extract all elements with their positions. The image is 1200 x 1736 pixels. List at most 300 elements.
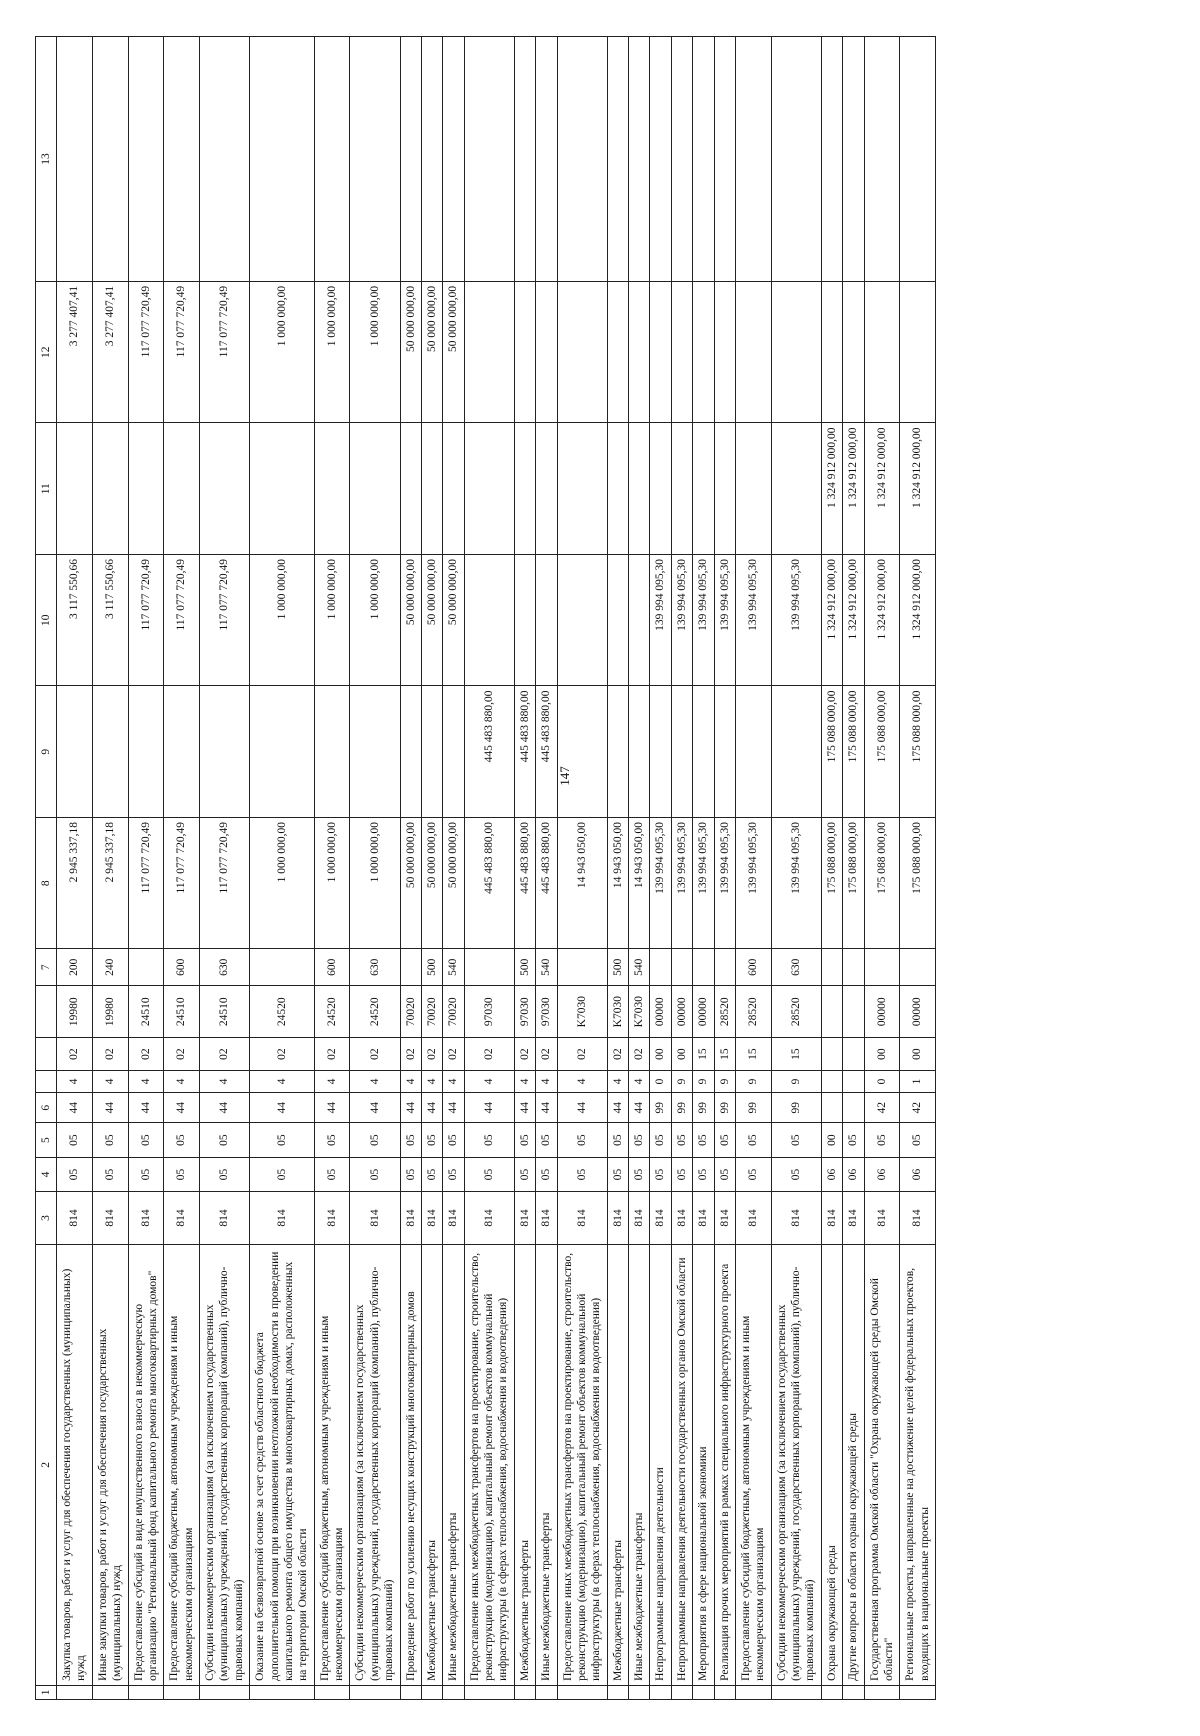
cell-c5: 05	[900, 1123, 936, 1157]
cell-p1: 44	[607, 1093, 628, 1123]
cell-c13	[314, 37, 350, 282]
column-header: 13	[36, 37, 57, 282]
cell-c9	[771, 686, 821, 818]
row-marker-cell	[607, 1685, 628, 1699]
row-marker-cell	[92, 1685, 128, 1699]
cell-c11	[164, 423, 200, 555]
table-row	[536, 37, 557, 1700]
cell-p3: 02	[536, 1038, 557, 1070]
cell-c9	[671, 686, 692, 818]
cell-c10: 139 994 095,30	[735, 554, 771, 686]
row-name-cell: Межбюджетные трансферты	[607, 1244, 628, 1685]
table-body	[57, 37, 936, 1700]
cell-c5: 00	[821, 1123, 842, 1157]
cell-c5: 05	[714, 1123, 735, 1157]
cell-c3: 814	[900, 1192, 936, 1245]
cell-c9	[314, 686, 350, 818]
cell-c3: 814	[693, 1192, 714, 1245]
cell-c5: 05	[693, 1123, 714, 1157]
cell-c7	[464, 949, 514, 985]
cell-c10: 3 117 550,66	[92, 554, 128, 686]
cell-c13	[650, 37, 671, 282]
cell-p4: 97030	[514, 985, 535, 1038]
row-name-cell: Оказание на безвозвратной основе за счет средств областного бюджета дополнительной помощи при возникновении неотложной необходимости в проведении капитального ремонта общего имущества в многоквартирных домах, расположенных на территории Омской области	[250, 1244, 315, 1685]
cell-c10: 117 077 720,49	[200, 554, 250, 686]
cell-p2: 9	[714, 1070, 735, 1092]
cell-c5: 05	[771, 1123, 821, 1157]
cell-c9	[92, 686, 128, 818]
cell-c4: 05	[714, 1157, 735, 1191]
row-name-cell: Субсидии некоммерческим организациям (за исключением государственных (муниципальных) учреждений, государственных корпораций (компаний), публично-правовых компаний)	[350, 1244, 400, 1685]
cell-c9	[421, 686, 442, 818]
cell-c12	[864, 281, 900, 423]
cell-c8: 139 994 095,30	[671, 817, 692, 949]
cell-c4: 05	[250, 1157, 315, 1191]
cell-c12	[821, 281, 842, 423]
cell-c11	[536, 423, 557, 555]
cell-c9: 445 483 880,00	[464, 686, 514, 818]
cell-p1: 44	[557, 1093, 607, 1123]
cell-c7	[714, 949, 735, 985]
row-name-cell: Предоставление субсидий в виде имущественного взноса в некоммерческую организацию "Региональный фонд капитального ремонта многоквартирных домов"	[128, 1244, 164, 1685]
cell-c11	[607, 423, 628, 555]
cell-c7	[864, 949, 900, 985]
cell-c5: 05	[671, 1123, 692, 1157]
table-row	[671, 37, 692, 1700]
cell-c7	[843, 949, 864, 985]
cell-p2: 4	[200, 1070, 250, 1092]
cell-p4: K7030	[629, 985, 650, 1038]
row-marker-cell	[536, 1685, 557, 1699]
cell-c3: 814	[314, 1192, 350, 1245]
cell-c10	[514, 554, 535, 686]
cell-c13	[536, 37, 557, 282]
row-marker-cell	[164, 1685, 200, 1699]
cell-c13	[900, 37, 936, 282]
cell-c9	[735, 686, 771, 818]
table-row	[771, 37, 821, 1700]
cell-c12: 50 000 000,00	[400, 281, 421, 423]
cell-p1: 99	[693, 1093, 714, 1123]
cell-c11	[200, 423, 250, 555]
cell-c5: 05	[843, 1123, 864, 1157]
cell-c9: 445 483 880,00	[536, 686, 557, 818]
row-marker-cell	[821, 1685, 842, 1699]
cell-c11: 1 324 912 000,00	[821, 423, 842, 555]
cell-c10: 139 994 095,30	[650, 554, 671, 686]
cell-c11: 1 324 912 000,00	[864, 423, 900, 555]
cell-c4: 05	[128, 1157, 164, 1191]
cell-p3: 02	[629, 1038, 650, 1070]
cell-c10: 50 000 000,00	[443, 554, 464, 686]
cell-c9	[443, 686, 464, 818]
cell-c10	[607, 554, 628, 686]
cell-c3: 814	[164, 1192, 200, 1245]
cell-c9	[714, 686, 735, 818]
cell-c9	[57, 686, 93, 818]
cell-p2	[821, 1070, 842, 1092]
cell-c3: 814	[443, 1192, 464, 1245]
cell-c12	[900, 281, 936, 423]
cell-p2: 9	[693, 1070, 714, 1092]
cell-p4: 70020	[421, 985, 442, 1038]
cell-c12	[557, 281, 607, 423]
cell-p1: 99	[735, 1093, 771, 1123]
row-name-cell: Иные межбюджетные трансферты	[536, 1244, 557, 1685]
cell-c13	[443, 37, 464, 282]
cell-c3: 814	[771, 1192, 821, 1245]
cell-p1: 42	[864, 1093, 900, 1123]
cell-c7: 630	[350, 949, 400, 985]
cell-c3: 814	[350, 1192, 400, 1245]
cell-c7	[693, 949, 714, 985]
cell-c9: 175 088 000,00	[843, 686, 864, 818]
cell-c8: 175 088 000,00	[900, 817, 936, 949]
cell-c5: 05	[557, 1123, 607, 1157]
row-name-cell: Предоставление субсидий бюджетным, автономным учреждениям и иным некоммерческим организациям	[314, 1244, 350, 1685]
budget-table-sheet	[35, 36, 1175, 1700]
cell-c11	[650, 423, 671, 555]
table-row	[843, 37, 864, 1700]
cell-p1: 44	[57, 1093, 93, 1123]
cell-p1: 44	[421, 1093, 442, 1123]
cell-p2: 4	[421, 1070, 442, 1092]
cell-c7: 540	[536, 949, 557, 985]
row-marker-cell	[128, 1685, 164, 1699]
cell-p3: 15	[714, 1038, 735, 1070]
cell-c4: 05	[671, 1157, 692, 1191]
cell-c13	[200, 37, 250, 282]
cell-c7	[900, 949, 936, 985]
row-name-cell: Мероприятия в сфере национальной экономики	[693, 1244, 714, 1685]
table-row	[200, 37, 250, 1700]
cell-p4: 24510	[128, 985, 164, 1038]
cell-p3: 02	[200, 1038, 250, 1070]
cell-p2: 4	[250, 1070, 315, 1092]
budget-table	[35, 36, 936, 1700]
cell-c12: 3 277 407,41	[92, 281, 128, 423]
cell-p2: 9	[735, 1070, 771, 1092]
row-name-cell: Закупка товаров, работ и услуг для обеспечения государственных (муниципальных) нужд	[57, 1244, 93, 1685]
cell-c5: 05	[164, 1123, 200, 1157]
cell-p3: 02	[350, 1038, 400, 1070]
table-row	[693, 37, 714, 1700]
cell-c13	[57, 37, 93, 282]
row-marker-cell	[514, 1685, 535, 1699]
row-marker-cell	[650, 1685, 671, 1699]
cell-c8: 445 483 880,00	[464, 817, 514, 949]
cell-c3: 814	[821, 1192, 842, 1245]
cell-p4: K7030	[607, 985, 628, 1038]
cell-p2: 4	[629, 1070, 650, 1092]
cell-c11	[400, 423, 421, 555]
cell-p1: 44	[314, 1093, 350, 1123]
cell-c8: 14 943 050,00	[557, 817, 607, 949]
cell-c12: 1 000 000,00	[350, 281, 400, 423]
row-marker-cell	[557, 1685, 607, 1699]
cell-c9: 445 483 880,00	[514, 686, 535, 818]
cell-c10: 139 994 095,30	[714, 554, 735, 686]
cell-c8: 1 000 000,00	[314, 817, 350, 949]
cell-c13	[400, 37, 421, 282]
cell-c10: 139 994 095,30	[693, 554, 714, 686]
cell-c3: 814	[200, 1192, 250, 1245]
cell-c12	[514, 281, 535, 423]
cell-c3: 814	[843, 1192, 864, 1245]
cell-c9	[250, 686, 315, 818]
cell-p2: 1	[900, 1070, 936, 1092]
cell-c9	[400, 686, 421, 818]
cell-c5: 05	[629, 1123, 650, 1157]
cell-p3: 00	[650, 1038, 671, 1070]
cell-p4: 00000	[864, 985, 900, 1038]
cell-p2: 4	[400, 1070, 421, 1092]
cell-p2: 9	[671, 1070, 692, 1092]
cell-c4: 05	[650, 1157, 671, 1191]
table-row	[557, 37, 607, 1700]
cell-c9	[200, 686, 250, 818]
cell-c3: 814	[57, 1192, 93, 1245]
cell-c3: 814	[536, 1192, 557, 1245]
cell-p4: K7030	[557, 985, 607, 1038]
cell-c7: 500	[421, 949, 442, 985]
cell-c12	[771, 281, 821, 423]
cell-c8: 50 000 000,00	[400, 817, 421, 949]
cell-c5: 05	[400, 1123, 421, 1157]
cell-c12: 1 000 000,00	[250, 281, 315, 423]
cell-c10: 1 000 000,00	[250, 554, 315, 686]
cell-c3: 814	[650, 1192, 671, 1245]
row-name-cell: Региональные проекты, направленные на достижение целей федеральных проектов, входящих в национальные проекты	[900, 1244, 936, 1685]
row-name-cell: Государственная программа Омской области "Охрана окружающей среды Омской области"	[864, 1244, 900, 1685]
row-marker-cell	[693, 1685, 714, 1699]
cell-c13	[693, 37, 714, 282]
column-header: 3	[36, 1192, 57, 1245]
cell-c3: 814	[671, 1192, 692, 1245]
cell-p4	[821, 985, 842, 1038]
row-marker-cell	[735, 1685, 771, 1699]
cell-c3: 814	[92, 1192, 128, 1245]
cell-c8: 139 994 095,30	[693, 817, 714, 949]
row-marker-cell	[843, 1685, 864, 1699]
cell-c9: 175 088 000,00	[821, 686, 842, 818]
cell-p3: 15	[693, 1038, 714, 1070]
cell-c12	[629, 281, 650, 423]
column-header	[36, 1038, 57, 1070]
row-marker-cell	[443, 1685, 464, 1699]
row-marker-cell	[629, 1685, 650, 1699]
cell-c13	[821, 37, 842, 282]
cell-c5: 05	[250, 1123, 315, 1157]
cell-c3: 814	[864, 1192, 900, 1245]
cell-c5: 05	[421, 1123, 442, 1157]
row-name-cell: Проведение работ по усилению несущих конструкций многоквартирных домов	[400, 1244, 421, 1685]
cell-p4: 19980	[92, 985, 128, 1038]
cell-p3: 15	[735, 1038, 771, 1070]
cell-p4: 00000	[671, 985, 692, 1038]
cell-c13	[607, 37, 628, 282]
cell-c4: 05	[464, 1157, 514, 1191]
cell-p3: 02	[421, 1038, 442, 1070]
cell-c5: 05	[443, 1123, 464, 1157]
cell-p2: 4	[128, 1070, 164, 1092]
cell-c12: 117 077 720,49	[200, 281, 250, 423]
cell-c8: 117 077 720,49	[128, 817, 164, 949]
cell-p1: 44	[164, 1093, 200, 1123]
cell-p3: 02	[557, 1038, 607, 1070]
cell-c7: 630	[200, 949, 250, 985]
cell-p4: 24510	[200, 985, 250, 1038]
cell-c10: 139 994 095,30	[671, 554, 692, 686]
cell-c8: 175 088 000,00	[821, 817, 842, 949]
cell-c5: 05	[864, 1123, 900, 1157]
cell-c11	[771, 423, 821, 555]
cell-c3: 814	[629, 1192, 650, 1245]
cell-c13	[464, 37, 514, 282]
cell-c11	[714, 423, 735, 555]
cell-p2: 4	[557, 1070, 607, 1092]
cell-c3: 814	[464, 1192, 514, 1245]
cell-c10	[557, 554, 607, 686]
row-marker-cell	[57, 1685, 93, 1699]
cell-c10	[464, 554, 514, 686]
cell-c7	[128, 949, 164, 985]
cell-p4: 28520	[771, 985, 821, 1038]
cell-c4: 05	[200, 1157, 250, 1191]
column-header: 9	[36, 686, 57, 818]
cell-c13	[843, 37, 864, 282]
column-header: 5	[36, 1123, 57, 1157]
cell-c4: 05	[314, 1157, 350, 1191]
cell-c10: 50 000 000,00	[421, 554, 442, 686]
cell-c13	[671, 37, 692, 282]
cell-c8: 445 483 880,00	[536, 817, 557, 949]
cell-c13	[92, 37, 128, 282]
table-row	[314, 37, 350, 1700]
table-row	[400, 37, 421, 1700]
cell-c7: 500	[607, 949, 628, 985]
cell-c12: 50 000 000,00	[421, 281, 442, 423]
row-marker-cell	[714, 1685, 735, 1699]
cell-c7: 600	[735, 949, 771, 985]
table-row	[421, 37, 442, 1700]
cell-c12	[843, 281, 864, 423]
cell-c13	[629, 37, 650, 282]
cell-p3	[843, 1038, 864, 1070]
cell-c5: 05	[92, 1123, 128, 1157]
table-row	[864, 37, 900, 1700]
cell-p3	[821, 1038, 842, 1070]
cell-c13	[250, 37, 315, 282]
cell-c3: 814	[714, 1192, 735, 1245]
cell-c12	[671, 281, 692, 423]
column-header: 11	[36, 423, 57, 555]
cell-c9: 175 088 000,00	[900, 686, 936, 818]
cell-c11	[464, 423, 514, 555]
cell-c5: 05	[128, 1123, 164, 1157]
column-header: 4	[36, 1157, 57, 1191]
table-row	[92, 37, 128, 1700]
cell-c9	[557, 686, 607, 818]
cell-c7	[671, 949, 692, 985]
cell-c5: 05	[350, 1123, 400, 1157]
cell-p3: 00	[900, 1038, 936, 1070]
cell-p1: 44	[250, 1093, 315, 1123]
cell-p4: 24520	[250, 985, 315, 1038]
cell-c3: 814	[735, 1192, 771, 1245]
cell-c8: 139 994 095,30	[735, 817, 771, 949]
cell-c7	[250, 949, 315, 985]
cell-c4: 05	[514, 1157, 535, 1191]
cell-c9	[693, 686, 714, 818]
cell-c9	[164, 686, 200, 818]
cell-c9	[128, 686, 164, 818]
cell-c11	[443, 423, 464, 555]
cell-c3: 814	[421, 1192, 442, 1245]
cell-c12	[693, 281, 714, 423]
cell-p1: 42	[900, 1093, 936, 1123]
table-row	[514, 37, 535, 1700]
cell-c7	[650, 949, 671, 985]
cell-c10: 1 000 000,00	[314, 554, 350, 686]
cell-p3: 02	[443, 1038, 464, 1070]
cell-p4: 97030	[536, 985, 557, 1038]
cell-p4: 24520	[314, 985, 350, 1038]
cell-c7: 540	[629, 949, 650, 985]
table-row	[350, 37, 400, 1700]
column-header: 6	[36, 1093, 57, 1123]
cell-p4: 19980	[57, 985, 93, 1038]
cell-c11	[557, 423, 607, 555]
cell-c9	[607, 686, 628, 818]
cell-c7	[400, 949, 421, 985]
cell-c8: 14 943 050,00	[607, 817, 628, 949]
cell-c8: 139 994 095,30	[714, 817, 735, 949]
cell-p2: 4	[92, 1070, 128, 1092]
cell-c7: 600	[164, 949, 200, 985]
cell-c4: 05	[693, 1157, 714, 1191]
cell-c7	[821, 949, 842, 985]
row-name-cell: Иные закупки товаров, работ и услуг для обеспечения государственных (муниципальных) нужд	[92, 1244, 128, 1685]
row-marker-cell	[771, 1685, 821, 1699]
cell-p2: 4	[443, 1070, 464, 1092]
cell-p4	[843, 985, 864, 1038]
cell-c4: 06	[843, 1157, 864, 1191]
cell-c8: 2 945 337,18	[92, 817, 128, 949]
cell-c10: 117 077 720,49	[128, 554, 164, 686]
cell-p4: 00000	[650, 985, 671, 1038]
cell-c7: 540	[443, 949, 464, 985]
row-name-cell: Межбюджетные трансферты	[514, 1244, 535, 1685]
cell-c8: 175 088 000,00	[864, 817, 900, 949]
cell-c11	[128, 423, 164, 555]
cell-c13	[164, 37, 200, 282]
cell-c5: 05	[650, 1123, 671, 1157]
cell-p3: 02	[314, 1038, 350, 1070]
table-row	[57, 37, 93, 1700]
row-name-cell: Иные межбюджетные трансферты	[443, 1244, 464, 1685]
cell-c4: 05	[629, 1157, 650, 1191]
cell-p1	[843, 1093, 864, 1123]
cell-c8: 175 088 000,00	[843, 817, 864, 949]
cell-p2: 4	[536, 1070, 557, 1092]
cell-c5: 05	[200, 1123, 250, 1157]
row-name-cell: Предоставление субсидий бюджетным, автономным учреждениям и иным некоммерческим организациям	[735, 1244, 771, 1685]
row-name-cell: Субсидии некоммерческим организациям (за исключением государственных (муниципальных) учреждений, государственных корпораций (компаний), публично-правовых компаний)	[771, 1244, 821, 1685]
table-row	[443, 37, 464, 1700]
cell-c5: 05	[514, 1123, 535, 1157]
cell-p1: 44	[514, 1093, 535, 1123]
